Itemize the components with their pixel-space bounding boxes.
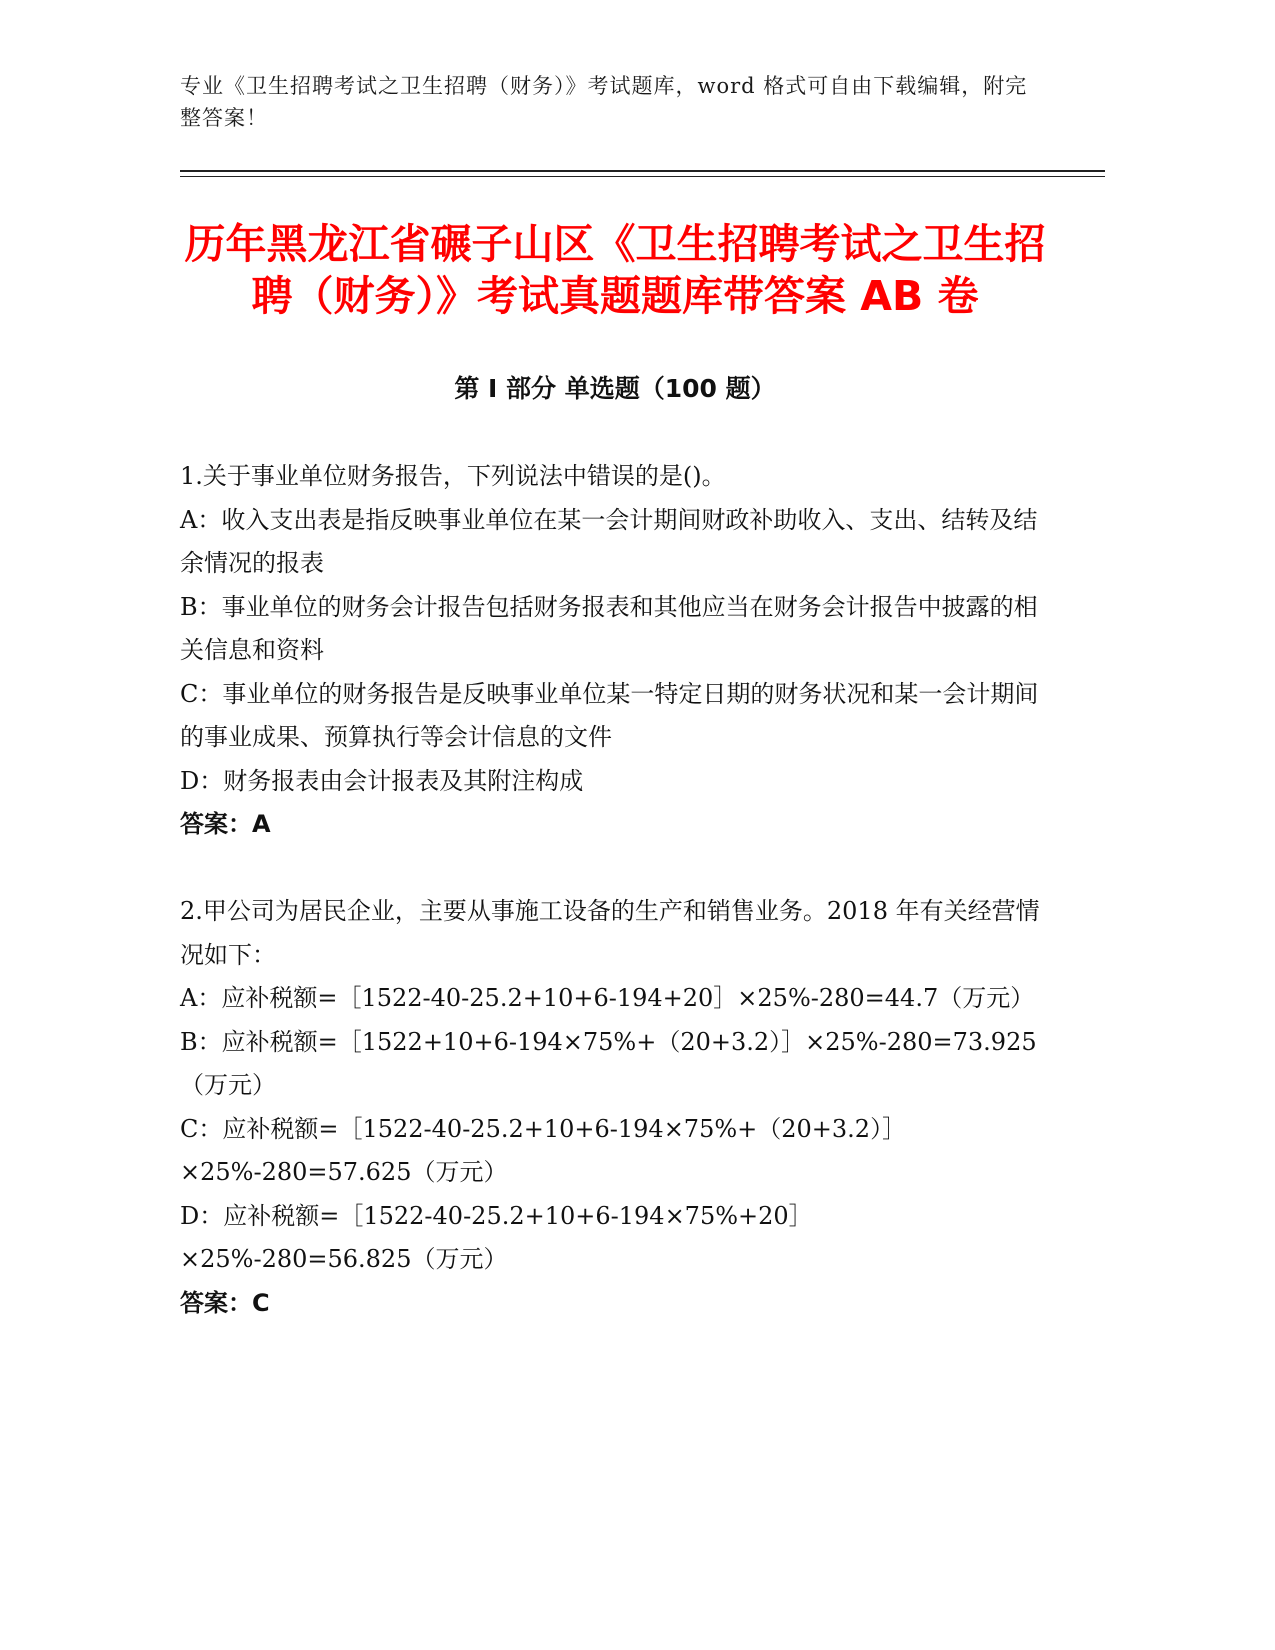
question-stem: 2.甲公司为居民企业，主要从事施工设备的生产和销售业务。2018 年有关经营情况如下： bbox=[180, 897, 1040, 969]
option-d: D：应补税额=［1522-40-25.2+10+6-194×75%+20］×25%-280=56.825（万元） bbox=[180, 1201, 813, 1273]
document-title: 历年黑龙江省碾子山区《卫生招聘考试之卫生招聘（财务）》考试真题题库带答案 AB 卷 bbox=[184, 220, 1046, 320]
header-divider-thin bbox=[180, 176, 1105, 177]
answer-label: 答案：C bbox=[180, 1288, 270, 1317]
question-1 bbox=[180, 455, 1040, 847]
header-divider-thick bbox=[180, 170, 1105, 172]
header-note: 专业《卫生招聘考试之卫生招聘（财务）》考试题库，word 格式可自由下载编辑，附完整答案！ bbox=[180, 74, 1028, 130]
option-a: A：收入支出表是指反映事业单位在某一会计期间财政补助收入、支出、结转及结余情况的报表 bbox=[180, 505, 1038, 577]
question-2 bbox=[180, 890, 1040, 1325]
answer-label: 答案：A bbox=[180, 810, 271, 838]
option-a: A：应补税额=［1522-40-25.2+10+6-194+20］×25%-280=44.7（万元） bbox=[180, 984, 1035, 1012]
option-c: C：事业单位的财务报告是反映事业单位某一特定日期的财务状况和某一会计期间的事业成果、预算执行等会计信息的文件 bbox=[180, 679, 1039, 751]
option-c: C：应补税额=［1522-40-25.2+10+6-194×75%+（20+3.2）］×25%-280=57.625（万元） bbox=[180, 1114, 907, 1186]
question-stem: 1.关于事业单位财务报告，下列说法中错误的是()。 bbox=[180, 462, 726, 490]
option-b: B：事业单位的财务会计报告包括财务报表和其他应当在财务会计报告中披露的相关信息和资料 bbox=[180, 592, 1038, 664]
section-heading: 第 I 部分 单选题（100 题） bbox=[454, 374, 776, 403]
option-b: B：应补税额=［1522+10+6-194×75%+（20+3.2）］×25%-280=73.925（万元） bbox=[180, 1027, 1037, 1099]
option-d: D：财务报表由会计报表及其附注构成 bbox=[180, 766, 584, 795]
